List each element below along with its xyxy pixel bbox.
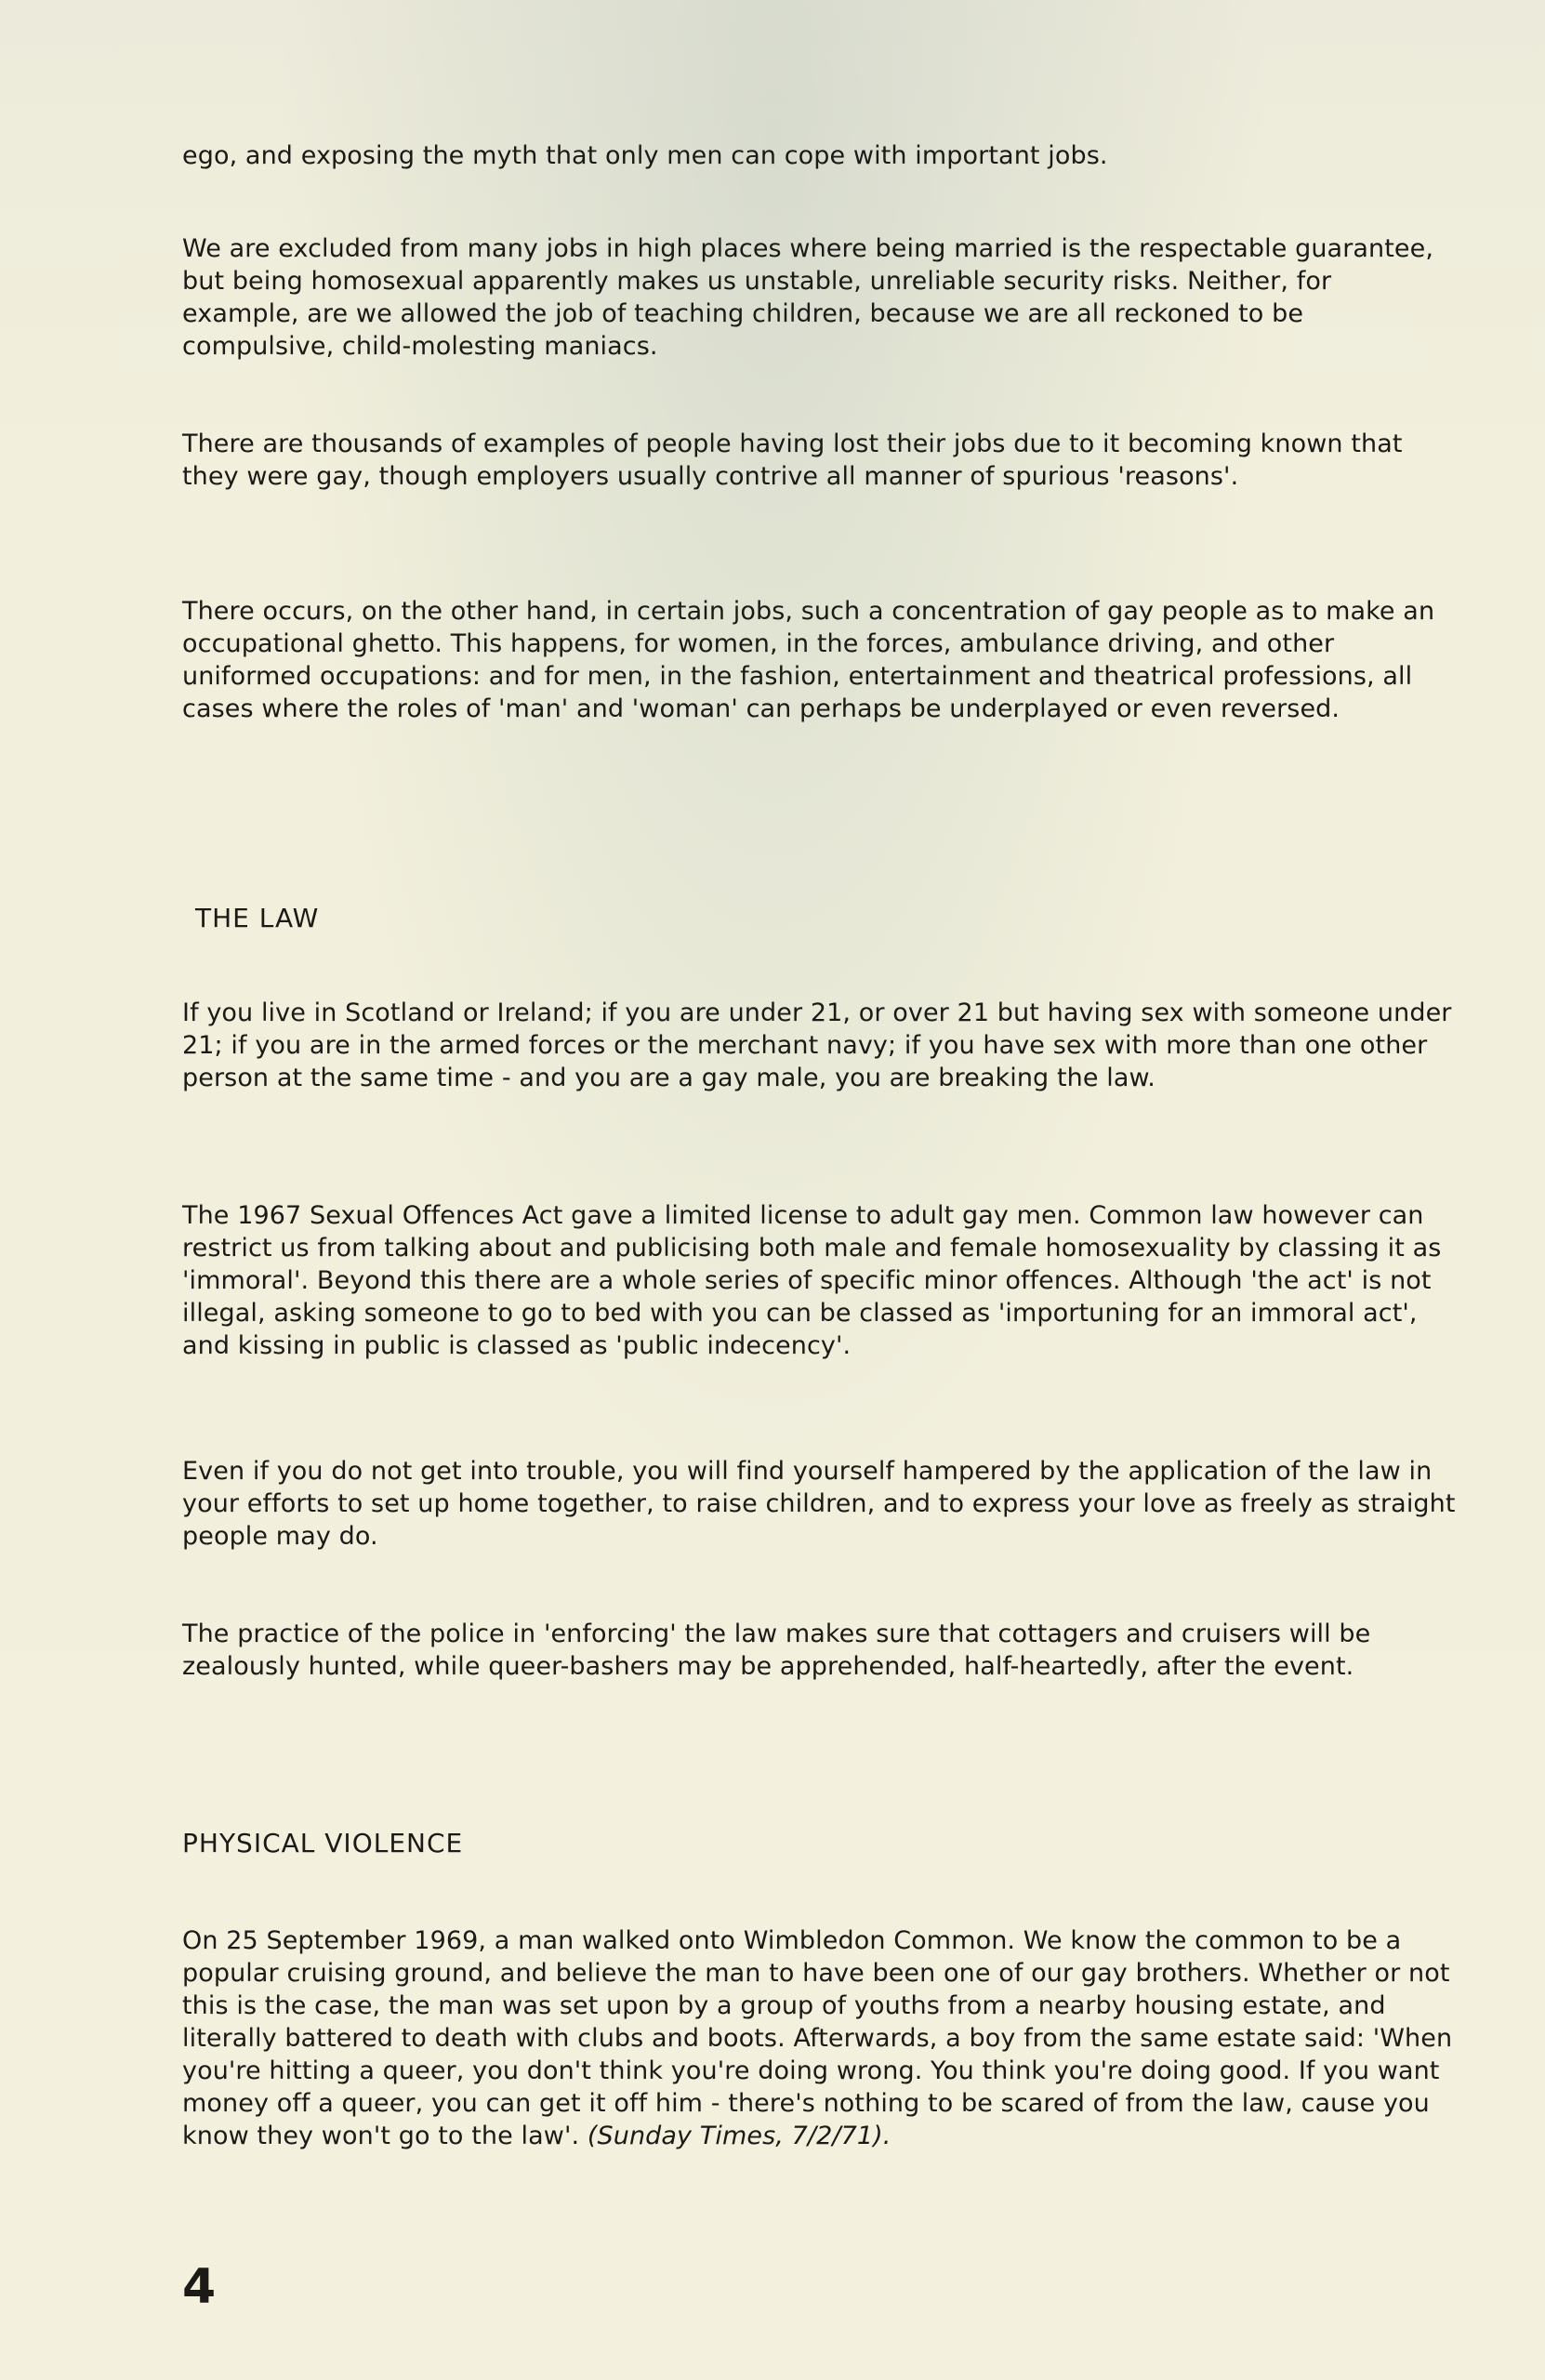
citation: (Sunday Times, 7/2/71). bbox=[587, 2122, 891, 2150]
paragraph-police: The practice of the police in 'enforcing' the law makes sure that cottagers and cruisers will be zealously hunted, while queer-bashers may be apprehended, half-heartedly, after the event. bbox=[182, 1620, 1371, 1681]
paragraph-wimbledon bbox=[182, 1924, 1474, 2152]
section-heading-physical-violence: PHYSICAL VIOLENCE bbox=[182, 1828, 464, 1858]
wimbledon-text: On 25 September 1969, a man walked onto Wimbledon Common. We know the common to be a popular cruising ground, and believe the man to have been one of our gay brothers. Whether or not this is the case, the man was set upon by a group of youths from a nearby housing estate, and literally battered to death with clubs and boots. Afterwards, a boy from the same estate said: 'When you're hitting a queer, you don't think you're doing wrong. You think you're doing good. If you want money off a queer, you can get it off him - there's nothing to be scared of from the law, cause you know they won't go to the law'. bbox=[182, 1926, 1453, 2150]
page-number: 4 bbox=[182, 2259, 217, 2315]
paragraph-law-breaking: If you live in Scotland or Ireland; if you are under 21, or over 21 but having sex with someone under 21; if you are in the armed forces or the merchant navy; if you have sex with more than one other person at the same time - and you are a gay male, you are breaking the law. bbox=[182, 998, 1452, 1092]
paragraph-sexual-offences-act: The 1967 Sexual Offences Act gave a limited license to adult gay men. Common law however can restrict us from talking about and publicising both male and female homosexuality by classing it as 'immoral'. Beyond this there are a whole series of specific minor offences. Although 'the act' is not illegal, asking someone to go to bed with you can be classed as 'importuning for an immoral act', and kissing in public is classed as 'public indecency'. bbox=[182, 1201, 1442, 1360]
section-heading-law: THE LAW bbox=[195, 903, 320, 933]
paragraph-myth: ego, and exposing the myth that only men can cope with important jobs. bbox=[182, 141, 1108, 170]
paragraph-excluded-jobs: We are excluded from many jobs in high places where being married is the respectable guarantee, but being homosexual apparently makes us unstable, unreliable security risks. Neither, for example, are we allowed the job of teaching children, because we are all reckoned to be compulsive, child-molesting maniacs. bbox=[182, 234, 1434, 361]
paragraph-occupational-ghetto: There occurs, on the other hand, in certain jobs, such a concentration of gay people as to make an occupational ghetto. This happens, for women, in the forces, ambulance driving, and other uniformed occupations: and for men, in the fashion, entertainment and theatrical professions, all cases where the roles of 'man' and 'woman' can perhaps be underplayed or even reversed. bbox=[182, 597, 1435, 723]
paragraph-hampered: Even if you do not get into trouble, you will find yourself hampered by the application of the law in your efforts to set up home together, to raise children, and to express your love as freely as straight people may do. bbox=[182, 1457, 1456, 1551]
paragraph-lost-jobs: There are thousands of examples of people having lost their jobs due to it becoming known that they were gay, though employers usually contrive all manner of spurious 'reasons'. bbox=[182, 430, 1403, 491]
